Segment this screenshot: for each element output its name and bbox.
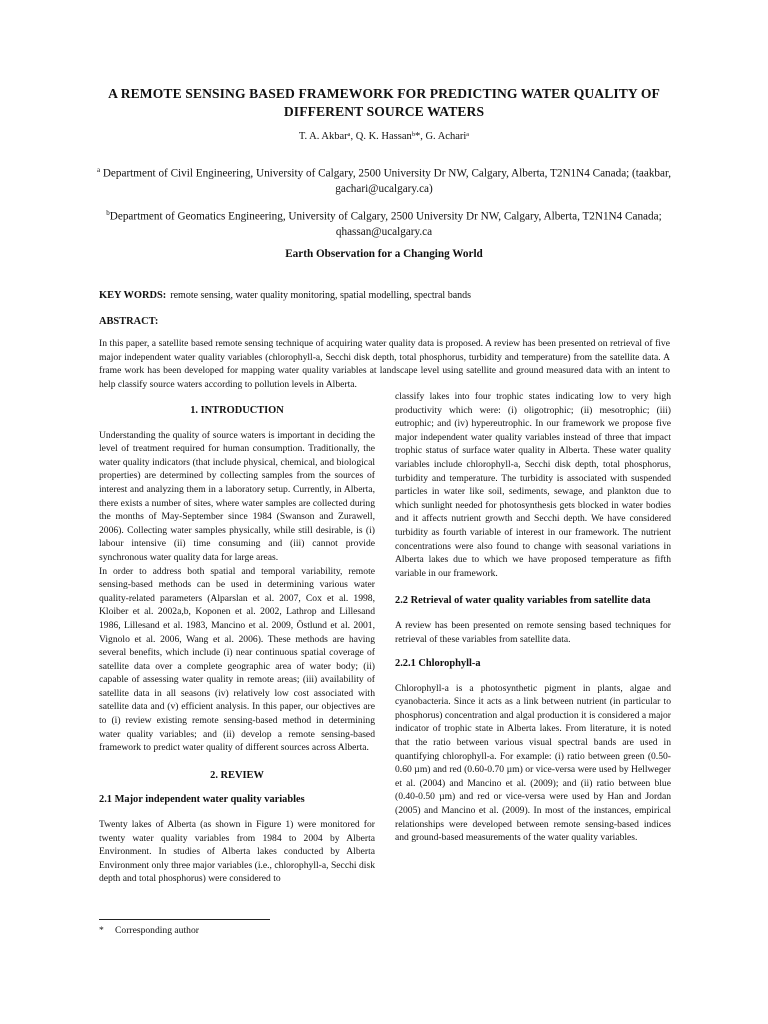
footnote-divider: [99, 919, 270, 920]
footnote-text: Corresponding author: [115, 925, 199, 936]
keywords-label: KEY WORDS:: [99, 290, 167, 301]
introduction-paragraph-2: In order to address both spatial and temporal variability, remote sensing-based methods can be used in determining various water quality-related parameters (Alparslan et al. 2007, Cox et al. 1998, Kloiber et al. 2002a,b, Koponen et al. 2002, Lathrop and Lillesand 1986, Lillesand et al. 1983, Mancino et al. 2009, Östlund et al. 2001, Vignolo et al. 2006, Wang et al. 2006). These methods are having several benefits, which include (i) near continuous spatial coverage of satellite data over a complete geographic area of water body; (ii) capable of assessing water quality in remote areas; (iii) availability of satellite data in all seasons (iv) relatively low cost associated with satellite data and (v) efficient analysis. In this paper, our objectives are to (i) review existing remote sensing-based method in determining water quality variables; and (ii) develop a remote sensing-based framework to predict water quality of different sources across Alberta.: [99, 565, 375, 754]
subsection-2-2-1-heading: 2.2.1 Chlorophyll-a: [395, 658, 481, 670]
keywords-text: remote sensing, water quality monitoring, spatial modelling, spectral bands: [170, 290, 472, 301]
left-column: [99, 404, 375, 886]
subsection-2-1-heading: 2.1 Major independent water quality variables: [99, 794, 305, 806]
paper-title: A REMOTE SENSING BASED FRAMEWORK FOR PREDICTING WATER QUALITY OF DIFFERENT SOURCE WATERS: [108, 86, 660, 119]
subsection-2-2-paragraph-1: A review has been presented on remote sensing based techniques for retrieval of these variables from satellite data.: [395, 619, 671, 645]
subsection-2-2-1-paragraph-1: Chlorophyll-a is a photosynthetic pigment in plants, algae and cyanobacteria. Since it acts as a link between nutrient (in particular to phosphorus) concentration and algal production it is considered a major indicator of trophic state in Alberta lakes. From literature, it is noted that the ratio between various visual spectral bands are used in quantifying chlorophyll-a. For example: (i) ratio between green (0.50-0.60 µm) and red (0.60-0.70 µm) or vice-versa were used by Hellweger et al. (2004) and Mancino et al. (2009); and (ii) ratio between blue (0.40-0.50 µm) and red or vice-versa were used by Han and Jordan (2005) and Mancino et al. (2009). In most of the instances, empirical relationships were developed between remote sensing-based indices and ground-based measurements of the water quality variables.: [395, 682, 671, 844]
affiliation-a-text: Department of Civil Engineering, University of Calgary, 2500 University Dr NW, Calgary, Alberta, T2N1N4 Canada; (taakbar, gachari@ucalgary.ca): [100, 167, 672, 195]
abstract-heading: ABSTRACT:: [99, 316, 159, 327]
footnote: [99, 925, 199, 936]
affiliation-a-marker: a: [96, 166, 101, 174]
keywords-line: [99, 290, 679, 301]
section-introduction-heading: 1. INTRODUCTION: [190, 405, 284, 416]
footnote-marker: *: [99, 925, 104, 936]
subsection-2-1-paragraph-1: Twenty lakes of Alberta (as shown in Figure 1) were monitored for twenty water quality variables from 1984 to 2004 by Alberta Environment. In studies of Alberta lakes conducted by Alberta Environment only three major variables (i.e., chlorophyll-a, Secchi disk depth and total phosphorus) were considered to: [99, 819, 375, 885]
affiliation-a: [80, 163, 688, 197]
affiliation-b-text: Department of Geomatics Engineering, University of Calgary, 2500 University Dr NW, Calgary, Alberta, T2N1N4 Canada; qhassan@ucalgary.ca: [109, 210, 662, 238]
subsection-2-1-paragraph-2: classify lakes into four trophic states indicating low to very high productivity which were: (i) oligotrophic; (ii) mesotrophic; (iii) eutrophic; and (iv) hypereutrophic. In our framework we propose five major independent water quality variables instead of three that impact trophic status of surface water quality in Alberta. These water quality variables include chlorophyll-a, Secchi disk depth, total phosphorus, turbidity and temperature. The turbidity is associated with suspended particles in water like soil, sediments, sewage, and plankton due to which sunlight needed for photosynthesis gets blocked in water bodies and it affects nutrient growth and Secchi depth. We have considered turbidity as fourth variable of interest in our framework. The nutrient concentrations were also found to change with seasonal variations in Alberta lakes due to which we have proposed temperature as fifth variable in our framework.: [395, 391, 671, 579]
introduction-paragraph-1: Understanding the quality of source waters is important in deciding the level of treatment required for human consumption. Traditionally, the water quality indicators (that include physical, chemical, and biological properties) are determined by collecting samples from the sources of interest and analyzing them in a laboratory setup. Currently, in Alberta, there exists a number of sites, where water samples are collected during the months of May-September since 1984 (Swanson and Zurawell, 2006). Collecting water samples physically, while still desirable, is (i) labour intensive (ii) time consuming and (iii) cannot provide synchronous water quality data for large areas.: [99, 429, 375, 563]
subsection-2-2-heading: 2.2 Retrieval of water quality variables from satellite data: [395, 595, 651, 607]
affiliation-b-marker: b: [106, 209, 110, 217]
conference-theme: Earth Observation for a Changing World: [285, 248, 483, 260]
section-review-heading: 2. REVIEW: [210, 769, 264, 781]
abstract-text: In this paper, a satellite based remote sensing technique of acquiring water quality data is proposed. A review has been presented on retrieval of five major independent water quality variables (chlorophyll-a, Secchi disk depth, total phosphorus, turbidity and temperature) from the satellite data. A frame work has been developed for mapping water quality variables at landscape level using satellite and ground measured data with an intent to help classify source waters according to pollution levels in Alberta.: [99, 338, 670, 390]
affiliation-b: [80, 206, 688, 240]
right-column: [395, 390, 671, 845]
author-list: T. A. Akbarᵃ, Q. K. Hassanᵇ*, G. Achariᵃ: [298, 131, 470, 142]
